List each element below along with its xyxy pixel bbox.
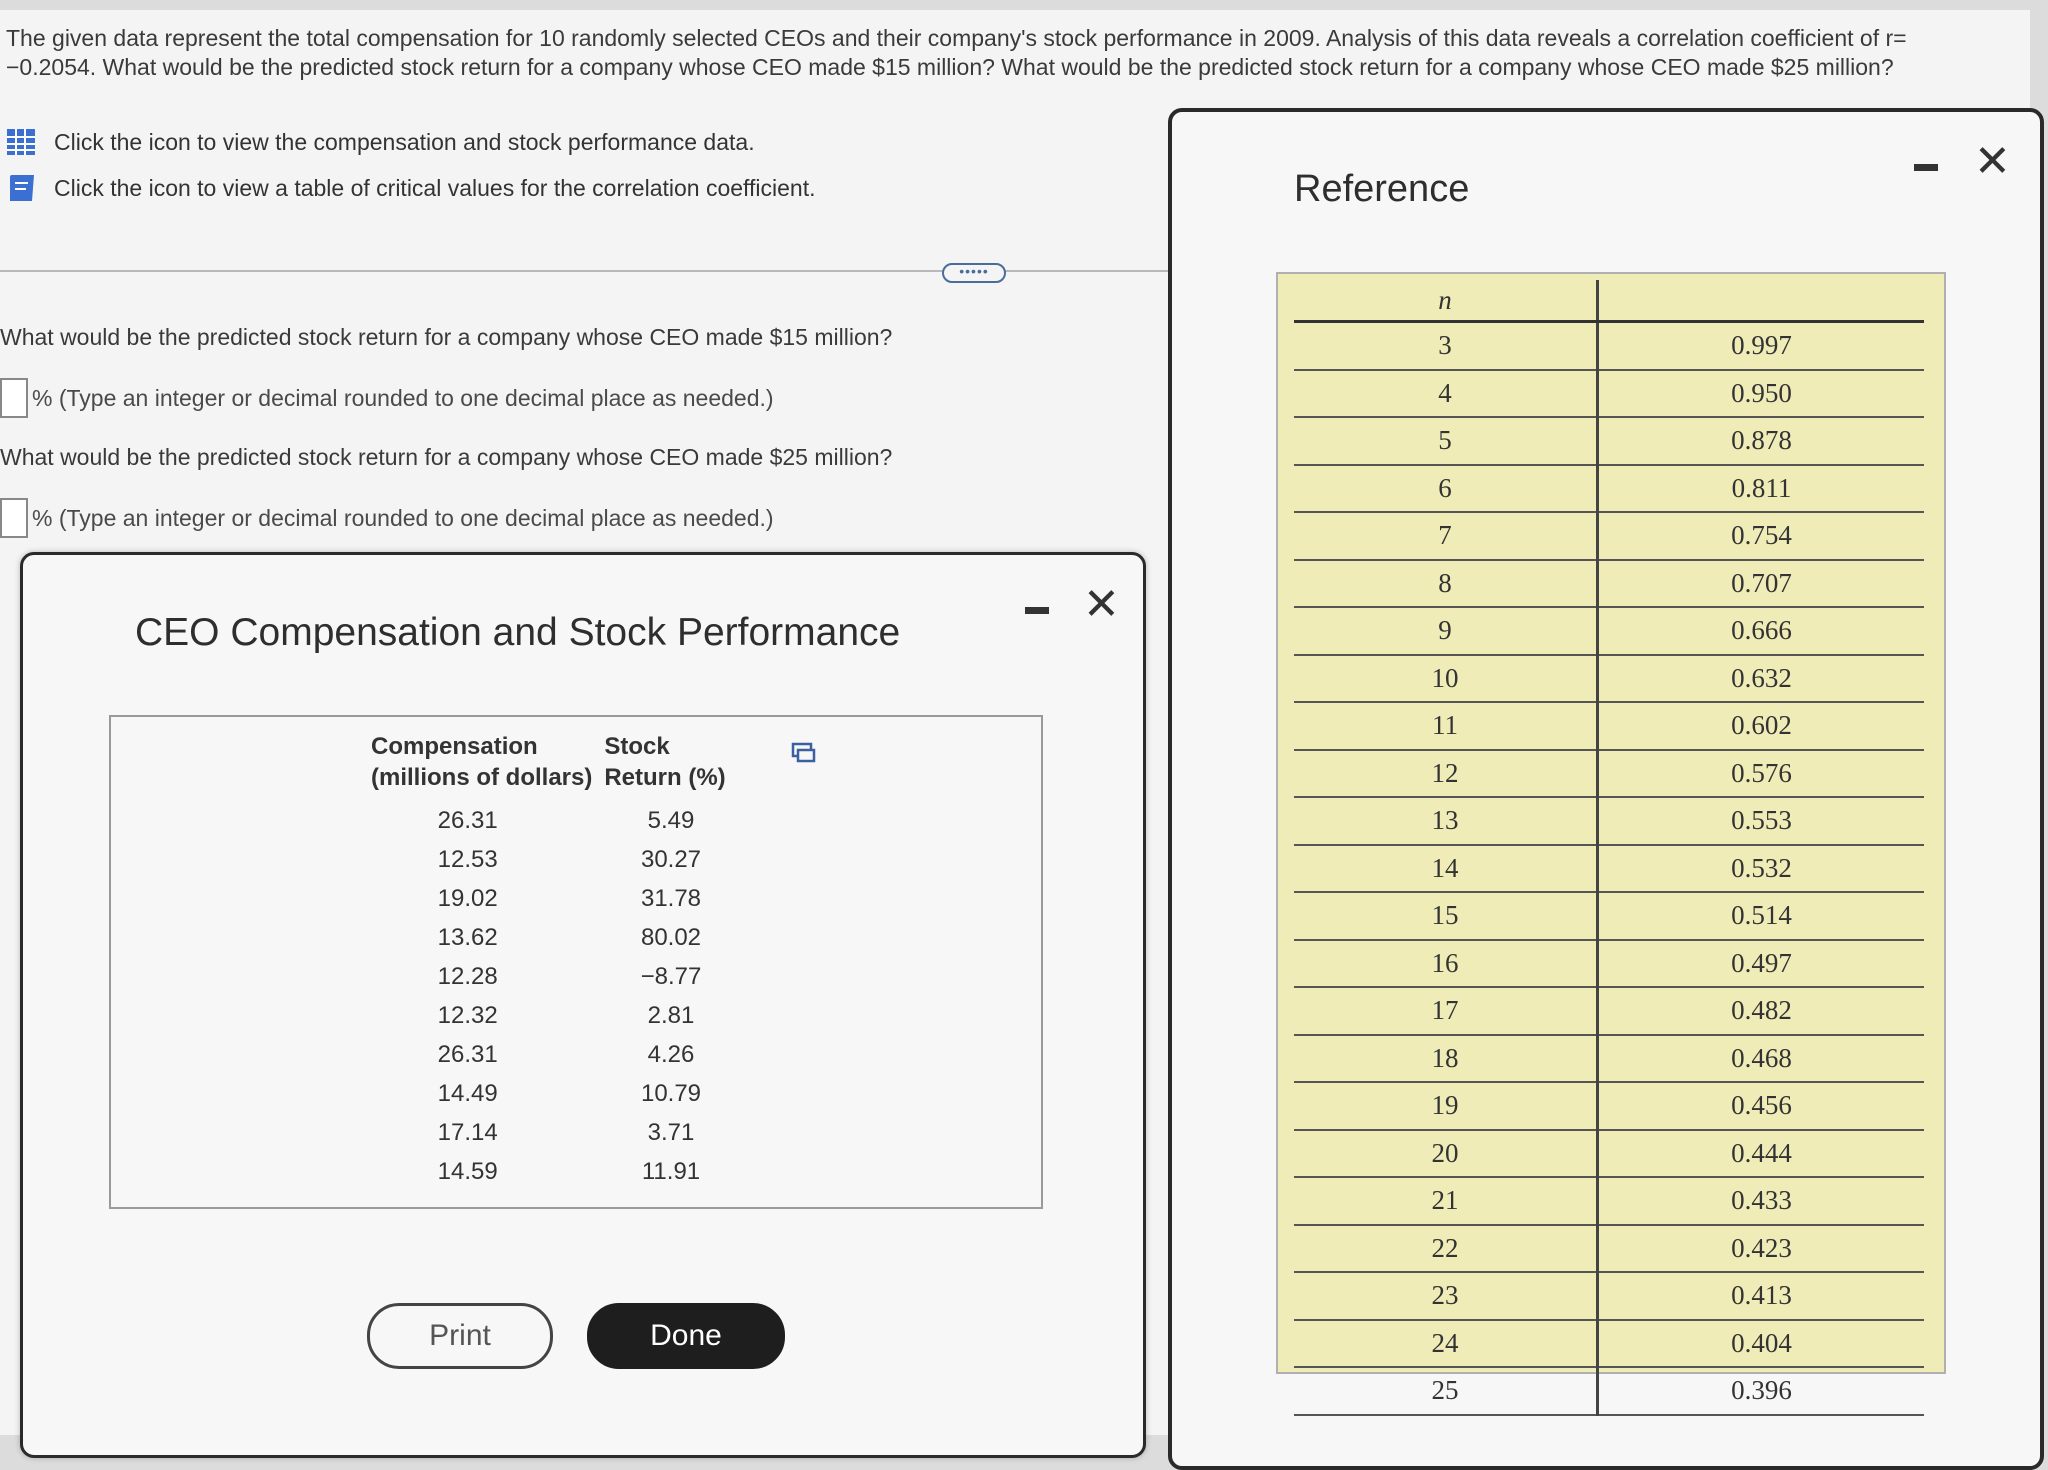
critical-value-cell: 0.468: [1598, 1035, 1925, 1083]
spreadsheet-icon[interactable]: [6, 128, 36, 156]
critical-value-cell: 0.707: [1598, 560, 1925, 608]
n-cell: 15: [1294, 892, 1598, 940]
answer-2-hint: % (Type an integer or decimal rounded to one decimal place as needed.): [32, 504, 774, 531]
stock-return-cell: 31.78: [640, 884, 702, 912]
critical-value-cell: 0.878: [1598, 417, 1925, 465]
reference-dialog-title: Reference: [1294, 168, 1470, 210]
compensation-cell: 12.53: [437, 845, 498, 873]
stock-return-cell: 4.26: [647, 1040, 695, 1068]
compensation-cell: 14.59: [437, 1157, 498, 1185]
n-cell: 14: [1294, 845, 1598, 893]
table-row: [371, 918, 738, 957]
critical-values-link-row[interactable]: [6, 174, 816, 202]
critical-value-cell: 0.413: [1598, 1272, 1925, 1320]
critical-value-cell: 0.456: [1598, 1082, 1925, 1130]
table-row: [371, 1113, 738, 1152]
n-cell: 21: [1294, 1177, 1598, 1225]
data-link-text[interactable]: Click the icon to view the compensation and stock performance data.: [54, 128, 755, 155]
reference-dialog: [1168, 108, 2044, 1470]
n-cell: 8: [1294, 560, 1598, 608]
compensation-cell: 17.14: [437, 1118, 498, 1146]
stock-return-cell: −8.77: [640, 962, 702, 990]
done-button[interactable]: Done: [587, 1303, 785, 1369]
n-cell: 18: [1294, 1035, 1598, 1083]
ceo-dialog-title: CEO Compensation and Stock Performance: [135, 611, 901, 654]
stock-return-cell: 80.02: [640, 923, 702, 951]
stock-return-cell: 2.81: [647, 1001, 695, 1029]
table-row: [1294, 940, 1924, 988]
table-row: [371, 801, 738, 840]
answer-1-row: [0, 378, 774, 418]
close-icon[interactable]: ✕: [1083, 580, 1120, 629]
col-stock-return-header: Stock Return (%): [604, 733, 726, 791]
critical-value-cell: 0.950: [1598, 370, 1925, 418]
n-header: n: [1294, 280, 1598, 322]
critical-values-table-container: [1276, 272, 1946, 1406]
ceo-data-dialog: [20, 552, 1146, 1458]
n-cell: 19: [1294, 1082, 1598, 1130]
n-cell: 13: [1294, 797, 1598, 845]
critical-value-cell: 0.754: [1598, 512, 1925, 560]
critical-value-cell: 0.602: [1598, 702, 1925, 750]
table-row: [371, 840, 738, 879]
critical-value-cell: 0.576: [1598, 750, 1925, 798]
question-2: What would be the predicted stock return for a company whose CEO made $25 million?: [0, 444, 893, 470]
compensation-cell: 12.32: [437, 1001, 498, 1029]
table-row: [1294, 560, 1924, 608]
critical-value-cell: 0.433: [1598, 1177, 1925, 1225]
critical-value-cell: 0.811: [1598, 465, 1925, 513]
n-cell: 3: [1294, 322, 1598, 370]
table-row: [371, 957, 738, 996]
book-icon[interactable]: [6, 174, 36, 202]
table-row: [1294, 1367, 1924, 1415]
problem-statement: The given data represent the total compensation for 10 randomly selected CEOs and their company's stock performance in 2009. Analysis of this data reveals a correlation coefficient of r= −0.2054. What would be the predicted stock return for a company whose CEO made $15 million? What would be the predicted stock return for a company whose CEO made $25 million?: [6, 25, 1907, 80]
critical-values-table: [1294, 280, 1924, 1416]
table-row: [1294, 1082, 1924, 1130]
table-row: [1294, 797, 1924, 845]
col-compensation-header: Compensation (millions of dollars): [371, 733, 593, 791]
table-row: [371, 1152, 738, 1191]
copy-icon[interactable]: [791, 742, 817, 764]
minimize-icon[interactable]: [1025, 607, 1049, 614]
n-cell: 11: [1294, 702, 1598, 750]
n-cell: 25: [1294, 1367, 1598, 1415]
table-row: [1294, 1177, 1924, 1225]
critical-value-cell: 0.632: [1598, 655, 1925, 703]
table-row: [1294, 655, 1924, 703]
table-row: [1294, 1035, 1924, 1083]
table-row: [1294, 1272, 1924, 1320]
stock-return-cell: 3.71: [647, 1118, 695, 1146]
table-row: [1294, 512, 1924, 560]
stock-return-cell: 10.79: [640, 1079, 702, 1107]
table-row: [1294, 607, 1924, 655]
table-row: [371, 879, 738, 918]
compensation-cell: 19.02: [437, 884, 498, 912]
critical-value-cell: 0.404: [1598, 1320, 1925, 1368]
table-row: [1294, 1225, 1924, 1273]
stock-return-cell: 30.27: [640, 845, 702, 873]
table-row: [1294, 465, 1924, 513]
answer-1-input[interactable]: [0, 378, 28, 418]
table-row: [1294, 702, 1924, 750]
critical-value-cell: 0.482: [1598, 987, 1925, 1035]
n-cell: 20: [1294, 1130, 1598, 1178]
compensation-cell: 26.31: [437, 1040, 498, 1068]
stock-return-cell: 11.91: [641, 1157, 701, 1185]
table-row: [1294, 417, 1924, 465]
n-cell: 16: [1294, 940, 1598, 988]
critical-value-cell: 0.423: [1598, 1225, 1925, 1273]
n-cell: 22: [1294, 1225, 1598, 1273]
compensation-cell: 12.28: [437, 962, 498, 990]
compensation-cell: 14.49: [437, 1079, 498, 1107]
critical-value-cell: 0.666: [1598, 607, 1925, 655]
stock-return-cell: 5.49: [647, 806, 695, 834]
n-cell: 23: [1294, 1272, 1598, 1320]
n-cell: 24: [1294, 1320, 1598, 1368]
n-cell: 5: [1294, 417, 1598, 465]
critical-value-cell: 0.396: [1598, 1367, 1925, 1415]
n-cell: 17: [1294, 987, 1598, 1035]
table-row: [1294, 370, 1924, 418]
n-cell: 4: [1294, 370, 1598, 418]
minimize-icon[interactable]: [1914, 164, 1938, 171]
critical-value-cell: 0.997: [1598, 322, 1925, 370]
answer-2-input[interactable]: [0, 498, 28, 538]
n-cell: 10: [1294, 655, 1598, 703]
close-icon[interactable]: ✕: [1974, 137, 2011, 186]
table-row: [1294, 987, 1924, 1035]
critical-value-cell: 0.553: [1598, 797, 1925, 845]
table-row: [1294, 322, 1924, 370]
table-row: [1294, 1320, 1924, 1368]
print-button[interactable]: Print: [367, 1303, 553, 1369]
expand-button[interactable]: •••••: [942, 263, 1006, 283]
critical-value-cell: 0.444: [1598, 1130, 1925, 1178]
data-link-row[interactable]: [6, 128, 755, 156]
compensation-cell: 13.62: [437, 923, 498, 951]
n-cell: 7: [1294, 512, 1598, 560]
table-row: [1294, 1130, 1924, 1178]
table-row: [1294, 892, 1924, 940]
ceo-data-table: [371, 729, 738, 1191]
n-cell: 12: [1294, 750, 1598, 798]
critical-value-cell: 0.532: [1598, 845, 1925, 893]
answer-1-hint: % (Type an integer or decimal rounded to one decimal place as needed.): [32, 384, 774, 411]
critical-value-cell: 0.497: [1598, 940, 1925, 988]
table-row: [371, 996, 738, 1035]
critical-value-cell: 0.514: [1598, 892, 1925, 940]
table-row: [1294, 750, 1924, 798]
answer-2-row: [0, 498, 774, 538]
table-row: [1294, 845, 1924, 893]
n-cell: 6: [1294, 465, 1598, 513]
question-1: What would be the predicted stock return for a company whose CEO made $15 million?: [0, 324, 893, 350]
ceo-data-table-container: [109, 715, 1043, 1209]
compensation-cell: 26.31: [437, 806, 498, 834]
table-row: [371, 1074, 738, 1113]
critical-value-header: [1598, 280, 1925, 322]
table-row: [371, 1035, 738, 1074]
n-cell: 9: [1294, 607, 1598, 655]
critical-values-link-text[interactable]: Click the icon to view a table of critical values for the correlation coefficient.: [54, 174, 816, 201]
